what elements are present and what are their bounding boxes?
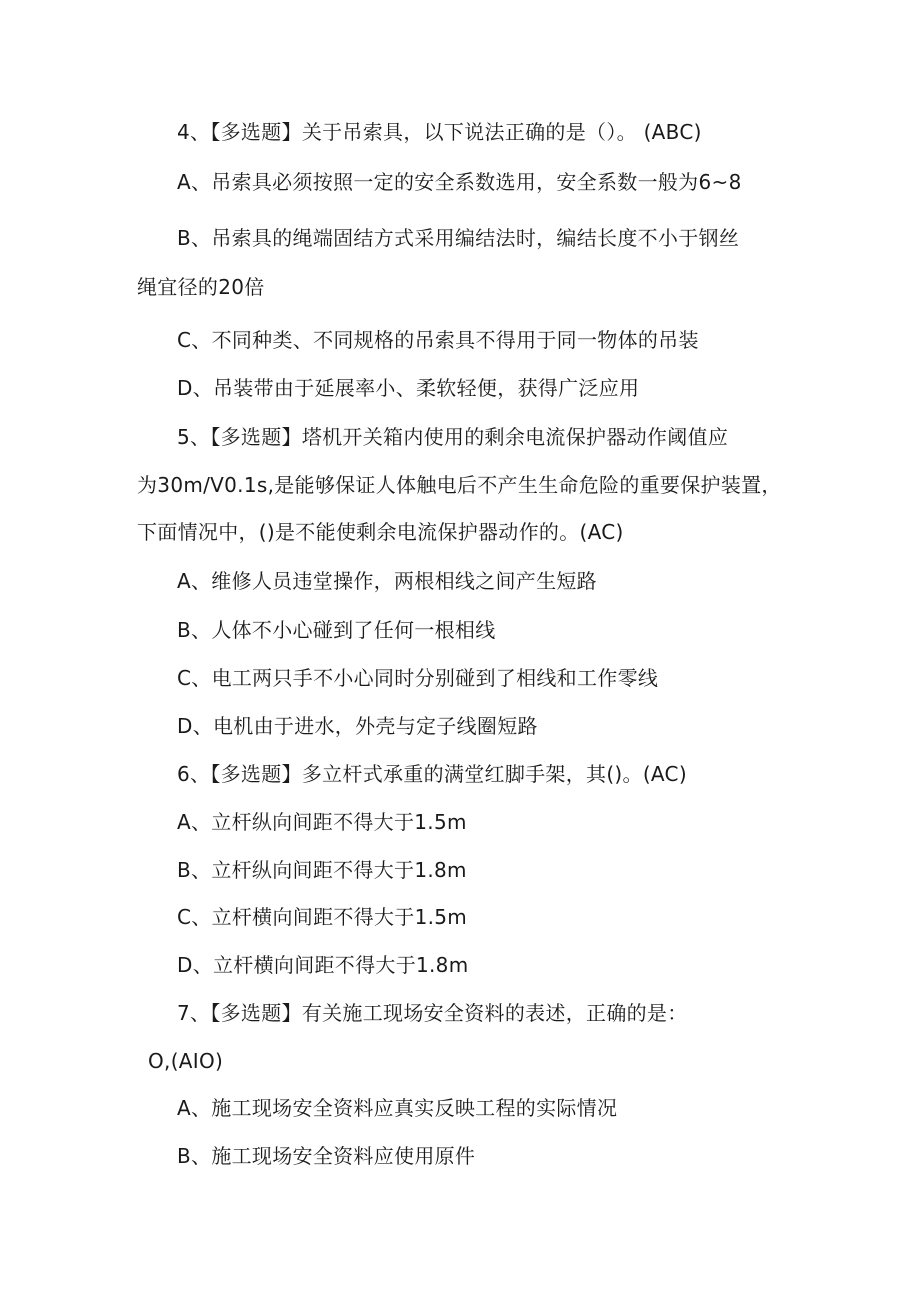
question-5-title-line3: 下面情况中，()是不能使剩余电流保护器动作的。(AC) [137, 520, 624, 544]
question-6-option-a: A、立杆纵向间距不得大于1.5m [177, 810, 467, 834]
question-4-option-c: C、不同种类、不同规格的吊索具不得用于同一物体的吊装 [177, 328, 699, 352]
question-6-option-b: B、立杆纵向间距不得大于1.8m [177, 858, 467, 882]
question-5-title-line1: 5、【多选题】塔机开关箱内使用的剩余电流保护器动作阈值应 [177, 425, 729, 449]
question-6-title: 6、【多选题】多立杆式承重的满堂红脚手架，其()。(AC) [177, 762, 687, 786]
question-5-option-a: A、维修人员违堂操作，两根相线之间产生短路 [177, 569, 597, 593]
question-5-option-c: C、电工两只手不小心同时分别碰到了相线和工作零线 [177, 666, 659, 690]
question-7-title-line1: 7、【多选题】有关施工现场安全资料的表述，正确的是： [177, 1001, 688, 1025]
question-4-title: 4、【多选题】关于吊索具，以下说法正确的是（）。 (ABC) [177, 120, 702, 144]
question-4-option-d: D、吊装带由于延展率小、柔软轻便，获得广泛应用 [177, 376, 640, 400]
question-7-option-a: A、施工现场安全资料应真实反映工程的实际情况 [177, 1096, 618, 1120]
question-4-option-b-line2: 绳宜径的20倍 [137, 275, 265, 299]
question-4-option-a: A、吊索具必须按照一定的安全系数选用，安全系数一般为6~8 [177, 170, 742, 194]
question-4-option-b-line1: B、吊索具的绳端固结方式采用编结法时，编结长度不小于钢丝 [177, 226, 740, 250]
question-6-option-d: D、立杆横向间距不得大于1.8m [177, 953, 469, 977]
question-5-title-line2: 为30m/V0.1s,是能够保证人体触电后不产生生命危险的重要保护装置， [137, 473, 782, 497]
question-5-option-b: B、人体不小心碰到了任何一根相线 [177, 618, 496, 642]
question-5-option-d: D、电机由于进水，外壳与定子线圈短路 [177, 714, 538, 738]
question-7-option-b: B、施工现场安全资料应使用原件 [177, 1144, 476, 1168]
question-6-option-c: C、立杆横向间距不得大于1.5m [177, 905, 468, 929]
question-7-title-line2: O,(AIO) [148, 1049, 224, 1073]
